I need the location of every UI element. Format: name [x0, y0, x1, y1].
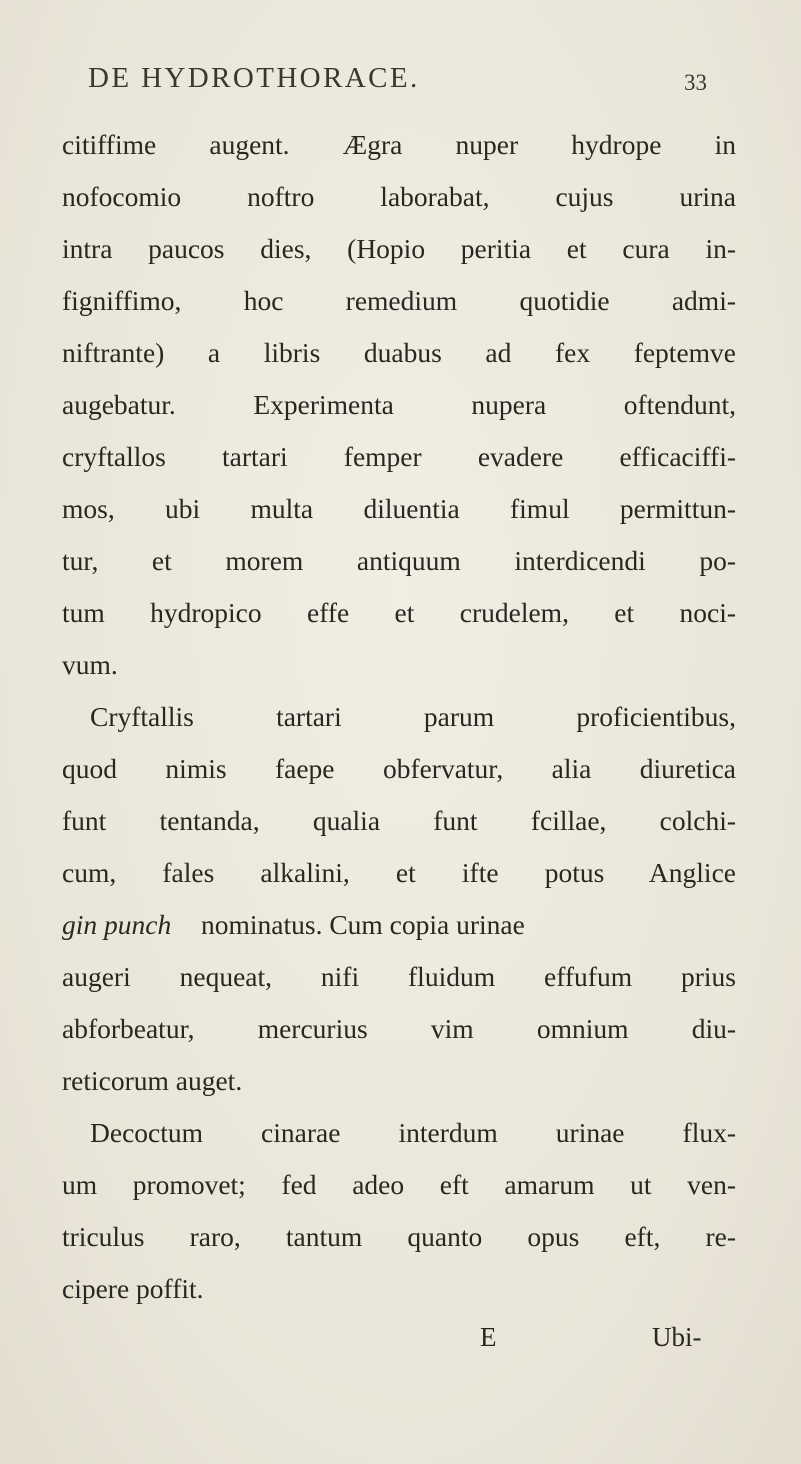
text-line: um promovet; fed adeo eft amarum ut ven-	[62, 1169, 736, 1200]
text-line: figniffimo, hoc remedium quotidie admi-	[62, 285, 736, 316]
text-line: triculus raro, tantum quanto opus eft, re-	[62, 1221, 736, 1252]
text-line: quod nimis faepe obfervatur, alia diuretica	[62, 753, 736, 784]
text-fragment: nominatus. Cum copia urinae	[200, 909, 525, 940]
text-line: reticorum auget.	[62, 1065, 243, 1096]
text-line: tum hydropico effe et crudelem, et noci-	[62, 597, 736, 628]
signature-mark: E	[480, 1322, 497, 1352]
text-line: funt tentanda, qualia funt fcillae, colchi-	[62, 805, 736, 836]
text-line: intra paucos dies, (Hopio peritia et cura in-	[62, 233, 736, 264]
text-line: cryftallos tartari femper evadere efficaciffi-	[62, 441, 736, 472]
text-line: tur, et morem antiquum interdicendi po-	[62, 545, 736, 576]
italic-phrase: gin punch	[62, 909, 172, 940]
text-line: cipere poffit.	[62, 1273, 204, 1304]
text-line: Cryftallis tartari parum proficientibus,	[90, 701, 736, 732]
text-line-with-italic	[62, 908, 736, 942]
catchword: Ubi-	[652, 1322, 702, 1352]
page-footer	[62, 1322, 736, 1362]
text-line: abforbeatur, mercurius vim omnium diu-	[62, 1013, 736, 1044]
text-line: cum, fales alkalini, et ifte potus Anglice	[62, 857, 736, 888]
text-line: vum.	[62, 649, 118, 680]
text-line: augeri nequeat, nifi fluidum effufum prius	[62, 961, 736, 992]
page-number: 33	[684, 70, 707, 95]
text-line: citiffime augent. Ægra nuper hydrope in	[62, 129, 736, 160]
text-line: augebatur. Experimenta nupera oftendunt,	[62, 389, 736, 420]
text-line: mos, ubi multa diluentia fimul permittun-	[62, 493, 736, 524]
text-line: niftrante) a libris duabus ad fex feptemve	[62, 337, 736, 368]
running-title: DE HYDROTHORACE.	[88, 62, 420, 94]
text-line: nofocomio noftro laborabat, cujus urina	[62, 181, 736, 212]
text-line: Decoctum cinarae interdum urinae flux-	[90, 1117, 736, 1148]
